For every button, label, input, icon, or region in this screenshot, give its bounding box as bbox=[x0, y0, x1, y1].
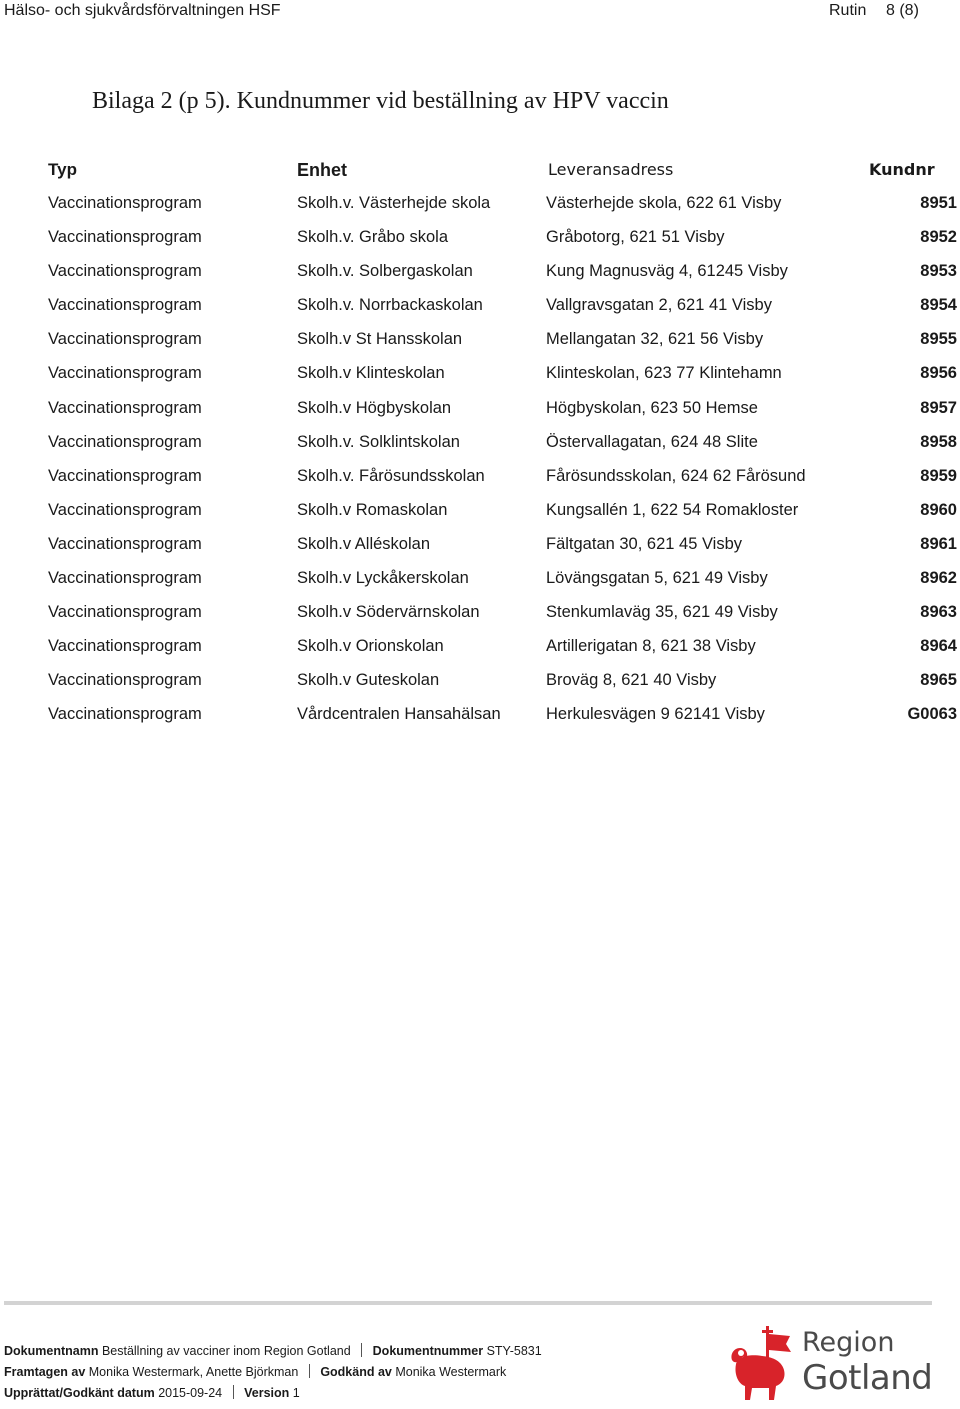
footer-dokumentnummer-label: Dokumentnummer bbox=[372, 1344, 484, 1358]
table-row bbox=[0, 226, 960, 260]
footer-framtagen-label: Framtagen av bbox=[4, 1365, 86, 1379]
cell-typ: Vaccinationsprogram bbox=[48, 569, 202, 588]
cell-leveransadress: Broväg 8, 621 40 Visby bbox=[546, 671, 717, 690]
footer-row-date bbox=[4, 1385, 300, 1400]
cell-leveransadress: Gråbotorg, 621 51 Visby bbox=[546, 228, 725, 247]
header-page-number: 8 (8) bbox=[886, 2, 919, 19]
cell-kundnr: G0063 bbox=[907, 705, 957, 724]
cell-leveransadress: Västerhejde skola, 622 61 Visby bbox=[546, 194, 782, 212]
footer-row-authors bbox=[4, 1364, 506, 1379]
column-header-kundnr: Kundnr bbox=[869, 160, 935, 179]
cell-enhet: Skolh.v Högbyskolan bbox=[297, 398, 452, 417]
table-row bbox=[0, 260, 960, 294]
table-row bbox=[0, 635, 960, 669]
cell-kundnr: 8957 bbox=[920, 398, 957, 417]
cell-typ: Vaccinationsprogram bbox=[48, 637, 202, 656]
footer-dokumentnamn-label: Dokumentnamn bbox=[4, 1344, 99, 1358]
table-row bbox=[0, 397, 960, 431]
table-header bbox=[0, 160, 960, 182]
table-row bbox=[0, 362, 960, 396]
cell-kundnr: 8956 bbox=[920, 364, 957, 383]
cell-enhet: Skolh.v Södervärnskolan bbox=[297, 603, 480, 622]
cell-enhet: Skolh.v. Solbergaskolan bbox=[297, 262, 473, 281]
logo-line-region: Region bbox=[802, 1327, 895, 1358]
footer-divider bbox=[4, 1301, 932, 1305]
cell-kundnr: 8963 bbox=[920, 603, 957, 622]
cell-typ: Vaccinationsprogram bbox=[48, 705, 202, 724]
cell-leveransadress: Fältgatan 30, 621 45 Visby bbox=[546, 534, 743, 553]
footer-datum-label: Upprättat/Godkänt datum bbox=[4, 1386, 155, 1400]
cell-typ: Vaccinationsprogram bbox=[48, 330, 202, 349]
cell-leveransadress: Artillerigatan 8, 621 38 Visby bbox=[546, 637, 756, 656]
cell-typ: Vaccinationsprogram bbox=[48, 466, 202, 485]
cell-leveransadress: Kungsallén 1, 622 54 Romakloster bbox=[546, 500, 799, 519]
cell-leveransadress: Klinteskolan, 623 77 Klintehamn bbox=[546, 364, 782, 383]
cell-typ: Vaccinationsprogram bbox=[48, 671, 202, 690]
cell-enhet: Skolh.v Alléskolan bbox=[297, 534, 430, 553]
table-row bbox=[0, 294, 960, 328]
cell-enhet: Skolh.v. Västerhejde skola bbox=[297, 194, 491, 212]
cell-enhet: Skolh.v. Fårösundsskolan bbox=[297, 466, 485, 485]
cell-leveransadress: Högbyskolan, 623 50 Hemse bbox=[546, 398, 758, 417]
cell-enhet: Skolh.v Klinteskolan bbox=[297, 364, 445, 383]
cell-enhet: Skolh.v. Gråbo skola bbox=[297, 228, 449, 247]
cell-typ: Vaccinationsprogram bbox=[48, 364, 202, 383]
logo-line-gotland: Gotland bbox=[802, 1358, 933, 1398]
cell-enhet: Skolh.v St Hansskolan bbox=[297, 330, 463, 349]
table-row bbox=[0, 669, 960, 703]
ram-emblem-icon bbox=[728, 1326, 798, 1404]
cell-kundnr: 8952 bbox=[920, 228, 957, 247]
table-row bbox=[0, 601, 960, 635]
column-header-enhet: Enhet bbox=[297, 160, 348, 180]
table-row bbox=[0, 703, 960, 737]
cell-enhet: Vårdcentralen Hansahälsan bbox=[297, 705, 501, 724]
cell-enhet: Skolh.v. Norrbackaskolan bbox=[297, 296, 483, 315]
footer-separator bbox=[309, 1364, 310, 1378]
table-row bbox=[0, 192, 960, 226]
cell-typ: Vaccinationsprogram bbox=[48, 228, 202, 247]
column-header-leveransadress: Leveransadress bbox=[548, 160, 674, 179]
table-row bbox=[0, 465, 960, 499]
logo-text bbox=[802, 1326, 932, 1396]
cell-kundnr: 8954 bbox=[920, 296, 957, 315]
table-row bbox=[0, 533, 960, 567]
cell-leveransadress: Östervallagatan, 624 48 Slite bbox=[546, 432, 758, 451]
cell-enhet: Skolh.v Guteskolan bbox=[297, 671, 440, 690]
cell-leveransadress: Mellangatan 32, 621 56 Visby bbox=[546, 330, 764, 349]
cell-typ: Vaccinationsprogram bbox=[48, 432, 202, 451]
cell-kundnr: 8960 bbox=[920, 500, 957, 519]
cell-kundnr: 8962 bbox=[920, 569, 957, 588]
cell-typ: Vaccinationsprogram bbox=[48, 500, 202, 519]
table-body bbox=[0, 192, 960, 738]
cell-leveransadress: Kung Magnusväg 4, 61245 Visby bbox=[546, 262, 788, 281]
cell-enhet: Skolh.v Lyckåkerskolan bbox=[297, 569, 469, 588]
cell-leveransadress: Herkulesvägen 9 62141 Visby bbox=[546, 705, 765, 724]
cell-typ: Vaccinationsprogram bbox=[48, 296, 202, 315]
footer-version: 1 bbox=[292, 1386, 300, 1400]
cell-kundnr: 8953 bbox=[920, 262, 957, 281]
cell-typ: Vaccinationsprogram bbox=[48, 398, 202, 417]
table-row bbox=[0, 431, 960, 465]
cell-enhet: Skolh.v Romaskolan bbox=[297, 500, 448, 519]
column-header-typ: Typ bbox=[48, 160, 77, 179]
region-gotland-logo bbox=[728, 1326, 938, 1408]
table-row bbox=[0, 328, 960, 362]
cell-leveransadress: Stenkumlaväg 35, 621 49 Visby bbox=[546, 603, 778, 622]
footer-datum: 2015-09-24 bbox=[158, 1386, 223, 1400]
cell-kundnr: 8961 bbox=[920, 534, 957, 553]
footer-godkand-label: Godkänd av bbox=[320, 1365, 392, 1379]
cell-kundnr: 8955 bbox=[920, 330, 957, 349]
footer-separator bbox=[233, 1385, 234, 1399]
cell-typ: Vaccinationsprogram bbox=[48, 262, 202, 281]
table-row bbox=[0, 567, 960, 601]
page-title: Bilaga 2 (p 5). Kundnummer vid beställning av HPV vaccin bbox=[92, 88, 669, 114]
cell-kundnr: 8958 bbox=[920, 432, 957, 451]
cell-typ: Vaccinationsprogram bbox=[48, 603, 202, 622]
footer-separator bbox=[361, 1343, 362, 1357]
cell-kundnr: 8964 bbox=[920, 637, 957, 656]
footer-framtagen: Monika Westermark, Anette Björkman bbox=[88, 1365, 299, 1379]
cell-enhet: Skolh.v. Solklintskolan bbox=[297, 432, 460, 451]
cell-kundnr: 8965 bbox=[920, 671, 957, 690]
header-doctype: Rutin bbox=[829, 2, 867, 19]
header-org: Hälso- och sjukvårdsförvaltningen HSF bbox=[4, 2, 281, 19]
cell-typ: Vaccinationsprogram bbox=[48, 194, 202, 212]
footer-row-document bbox=[4, 1343, 542, 1358]
cell-kundnr: 8959 bbox=[920, 466, 957, 485]
cell-typ: Vaccinationsprogram bbox=[48, 534, 202, 553]
footer-version-label: Version bbox=[244, 1386, 290, 1400]
footer-dokumentnummer: STY-5831 bbox=[486, 1344, 542, 1358]
cell-kundnr: 8951 bbox=[920, 194, 957, 212]
footer-dokumentnamn: Beställning av vacciner inom Region Gotland bbox=[101, 1344, 351, 1358]
table-row bbox=[0, 499, 960, 533]
cell-leveransadress: Vallgravsgatan 2, 621 41 Visby bbox=[546, 296, 772, 315]
cell-leveransadress: Fårösundsskolan, 624 62 Fårösund bbox=[546, 466, 806, 485]
cell-enhet: Skolh.v Orionskolan bbox=[297, 637, 444, 656]
cell-leveransadress: Lövängsgatan 5, 621 49 Visby bbox=[546, 569, 768, 588]
footer-godkand: Monika Westermark bbox=[395, 1365, 507, 1379]
